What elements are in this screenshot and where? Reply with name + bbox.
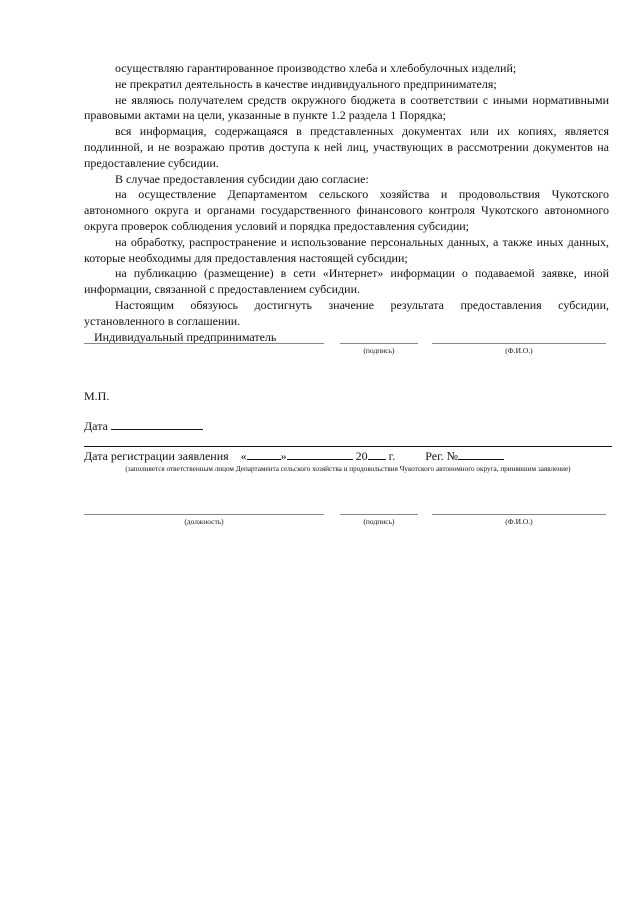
paragraph-consent-publication: на публикацию (размещение) в сети «Интернет» информации о подаваемой заявке, иной информации, связанной с предоставлением субсидии. xyxy=(84,266,609,297)
official-signature-block xyxy=(84,501,609,531)
paragraph-commitment: Настоящим обязуюсь достигнуть значение результата предоставления субсидии, установленного в соглашении. xyxy=(84,297,609,328)
registration-date-label: Дата регистрации заявления xyxy=(84,449,229,463)
year-suffix: г. xyxy=(388,449,396,463)
date-row xyxy=(84,418,203,434)
paragraph-info-authenticity: вся информация, содержащаяся в представленных документах или их копиях, является подлинной, и не возражаю против доступа к ней лиц, участвующих в рассмотрении документов на предоставление субсидии. xyxy=(84,124,609,170)
full-name-caption: (Ф.И.О.) xyxy=(505,346,533,355)
paragraph-activity-status: не прекратил деятельность в качестве индивидуального предпринимателя; xyxy=(115,76,497,91)
role-line xyxy=(84,343,324,344)
registration-row xyxy=(84,448,504,464)
date-label: Дата xyxy=(84,419,108,433)
open-quote: « xyxy=(240,449,247,463)
official-name-line[interactable] xyxy=(432,514,606,515)
signature-line[interactable] xyxy=(340,343,418,344)
registration-note: (заполняется ответственным лицом Департамента сельского хозяйства и продовольствия Чукотского автономного округа, принявшим заявление) xyxy=(125,465,571,473)
registration-number-field[interactable] xyxy=(458,448,504,460)
registration-number-label: Рег. № xyxy=(425,449,459,463)
signature-caption: (подпись) xyxy=(363,346,395,355)
paragraph-consent-personal-data: на обработку, распространение и использование персональных данных, а также иных данных, которые необходимы для предоставления настоящей субсидии; xyxy=(84,234,609,265)
paragraph-consent-intro: В случае предоставления субсидии даю согласие: xyxy=(115,171,369,186)
registration-day-field[interactable] xyxy=(247,448,281,460)
official-signature-line[interactable] xyxy=(340,514,418,515)
position-line[interactable] xyxy=(84,514,324,515)
entrepreneur-signature-block xyxy=(84,330,609,360)
paragraph-consent-inspections: на осуществление Департаментом сельского хозяйства и продовольствия Чукотского автономного округа и органами государственного финансового контроля Чукотского автономного округа проверок соблюдения условий и порядка предоставления субсидии; xyxy=(84,187,609,233)
registration-month-field[interactable] xyxy=(287,448,353,460)
official-signature-caption: (подпись) xyxy=(363,517,395,526)
paragraph-not-budget-recipient: не являюсь получателем средств окружного бюджета в соответствии с иными нормативными правовыми актами на цели, указанные в пункте 1.2 раздела 1 Порядка; xyxy=(84,92,609,123)
section-divider xyxy=(84,446,612,447)
official-name-caption: (Ф.И.О.) xyxy=(505,517,533,526)
position-caption: (должность) xyxy=(184,517,224,526)
stamp-label: М.П. xyxy=(84,389,110,403)
declaration-text xyxy=(84,61,609,330)
paragraph-bread-production: осуществляю гарантированное производство хлеба и хлебобулочных изделий; xyxy=(115,61,517,75)
entrepreneur-role-label: Индивидуальный предприниматель xyxy=(94,330,277,344)
close-quote: » xyxy=(280,449,287,463)
year-prefix: 20 xyxy=(355,449,368,463)
full-name-line[interactable] xyxy=(432,343,606,344)
registration-year-field[interactable] xyxy=(368,448,386,460)
date-field[interactable] xyxy=(111,418,203,430)
